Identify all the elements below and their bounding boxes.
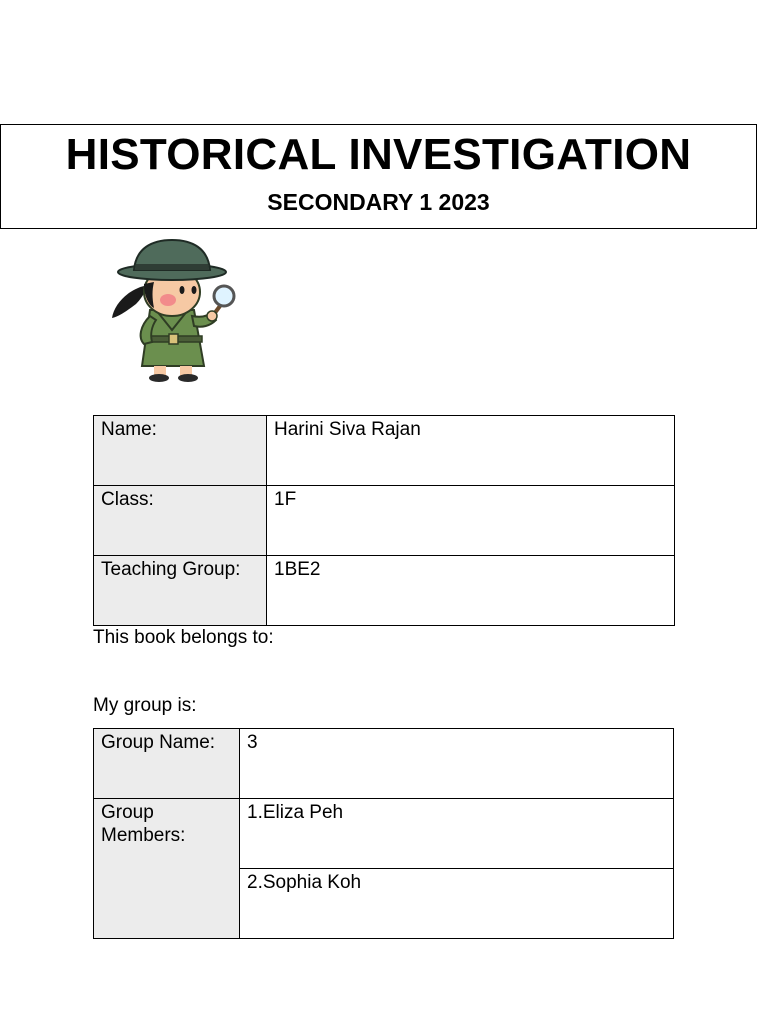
table-row (94, 556, 675, 626)
group-members-label-line2: Members: (101, 825, 186, 846)
group-member-1: 1.Eliza Peh (240, 799, 674, 869)
group-name-label: Group Name: (94, 729, 240, 799)
group-members-label (94, 799, 240, 939)
table-row (94, 729, 674, 799)
group-intro-text: My group is: (93, 695, 197, 716)
page-title: HISTORICAL INVESTIGATION (65, 130, 692, 179)
table-row (94, 799, 674, 869)
group-members-label-line1: Group (101, 802, 154, 823)
name-value: Harini Siva Rajan (267, 416, 675, 486)
page-subtitle: SECONDARY 1 2023 (267, 189, 490, 215)
class-label: Class: (94, 486, 267, 556)
teaching-group-label: Teaching Group: (94, 556, 267, 626)
group-name-value: 3 (240, 729, 674, 799)
class-value: 1F (267, 486, 675, 556)
name-label: Name: (94, 416, 267, 486)
title-box (0, 124, 757, 229)
detective-girl-icon (106, 234, 242, 384)
table-row (94, 486, 675, 556)
student-info-table (93, 415, 675, 626)
group-member-2: 2.Sophia Koh (240, 869, 674, 939)
table-row (94, 416, 675, 486)
group-table (93, 728, 674, 939)
teaching-group-value: 1BE2 (267, 556, 675, 626)
belongs-text: This book belongs to: (93, 627, 274, 648)
